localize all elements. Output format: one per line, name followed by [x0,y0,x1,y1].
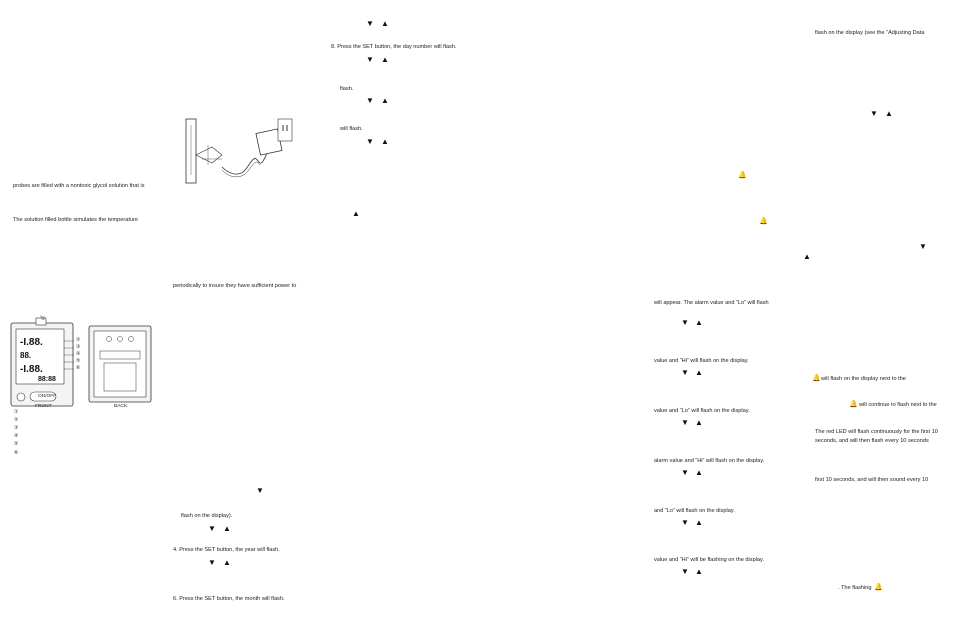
bell-icon: 🔔 [738,172,747,179]
text-will-flash: will flash. [340,126,363,132]
legend-3: ③ [14,425,19,431]
text-red-led-2: seconds, and will then flash every 10 seconds [815,438,929,444]
svg-text:-I.88.: -I.88. [20,337,43,348]
text-hi-flashing: value and “Hi” will be flashing on the display. [654,557,764,563]
legend-1: ① [14,409,19,415]
svg-text:88.: 88. [20,351,32,360]
svg-text:-I.88.: -I.88. [20,364,43,375]
text-alarm-hi: alarm value and “Hi” will flash on the display. [654,458,765,464]
down-arrow-icon: ▼ [208,524,216,533]
up-arrow-icon: ▲ [695,418,703,427]
front-label: FRONT [35,404,52,409]
down-arrow-icon: ▼ [681,418,689,427]
up-arrow-icon: ▲ [352,209,360,218]
text-flash: flash. [340,86,354,92]
up-arrow-icon: ▲ [223,524,231,533]
legend-2: ② [14,417,19,423]
text-probes-glycol: probes are filled with a nontoxic glycol solution that is [13,183,145,189]
text-hi-value: value and “Hi” will flash on the display. [654,358,749,364]
bell-icon: 🔔 [849,401,858,408]
legend-4: ④ [14,433,19,439]
up-arrow-icon: ▲ [695,318,703,327]
text-periodically: periodically to insure they have sufficient power to [173,283,297,289]
down-arrow-icon: ▼ [919,242,927,251]
text-adjusting-data: flash on the display (see the “Adjusting Data [815,30,925,36]
down-arrow-icon: ▼ [366,137,374,146]
up-arrow-icon: ▲ [695,518,703,527]
text-continue-flash: will continue to flash next to the [859,402,937,408]
down-arrow-icon: ▼ [681,318,689,327]
text-red-led-1: The red LED will flash continuously for the first 10 [815,429,938,435]
bell-icon: 🔔 [874,584,883,591]
callout-2: ② [76,337,81,343]
up-arrow-icon: ▲ [223,558,231,567]
down-arrow-icon: ▼ [681,468,689,477]
step-8-day: 8. Press the SET button, the day number will flash. [331,44,457,50]
callout-5: ⑤ [76,358,81,364]
down-arrow-icon: ▼ [366,96,374,105]
text-will-appear: will appear. The alarm value and “Lo” will flash [654,300,769,306]
text-lo-value: value and “Lo” will flash on the display. [654,408,750,414]
down-arrow-icon: ▼ [681,567,689,576]
callout-3: ③ [76,344,81,350]
text-and-lo: and “Lo” will flash on the display. [654,508,735,514]
up-arrow-icon: ▲ [381,137,389,146]
up-arrow-icon: ▲ [695,468,703,477]
back-label: BACK [114,404,128,409]
bell-icon: 🔔 [759,218,768,225]
down-arrow-icon: ▼ [366,19,374,28]
step-6-month: 6. Press the SET button, the month will flash. [173,596,285,602]
text-flash-display: flash on the display). [181,513,233,519]
callout-6: ⑥ [76,365,81,371]
legend-6: ⑥ [14,450,19,456]
up-arrow-icon: ▲ [803,252,811,261]
down-arrow-icon: ▼ [681,368,689,377]
svg-text:88:88: 88:88 [38,376,56,383]
up-arrow-icon: ▲ [381,19,389,28]
down-arrow-icon: ▼ [256,486,264,495]
up-arrow-icon: ▲ [381,96,389,105]
ac-adapter-illustration [182,115,300,187]
legend-5: ⑤ [14,441,19,447]
step-4-year: 4. Press the SET button, the year will flash. [173,547,280,553]
down-arrow-icon: ▼ [366,55,374,64]
up-arrow-icon: ▲ [885,109,893,118]
callout-1: ① [41,316,46,322]
bell-icon: 🔔 [812,375,821,382]
text-first-10-seconds: first 10 seconds, and will then sound every 10 [815,477,929,483]
up-arrow-icon: ▲ [695,368,703,377]
down-arrow-icon: ▼ [870,109,878,118]
down-arrow-icon: ▼ [208,558,216,567]
down-arrow-icon: ▼ [681,518,689,527]
up-arrow-icon: ▲ [381,55,389,64]
text-next-to: will flash on the display next to the [821,376,906,382]
up-arrow-icon: ▲ [695,567,703,576]
text-solution-bottle: The solution filled bottle simulates the temperature [13,217,138,223]
text-the-flashing: . The flashing [838,585,872,591]
callout-4: ④ [76,351,81,357]
back-unit-drawing [88,325,152,403]
onoff-button-label: ON/OFF [38,394,57,399]
